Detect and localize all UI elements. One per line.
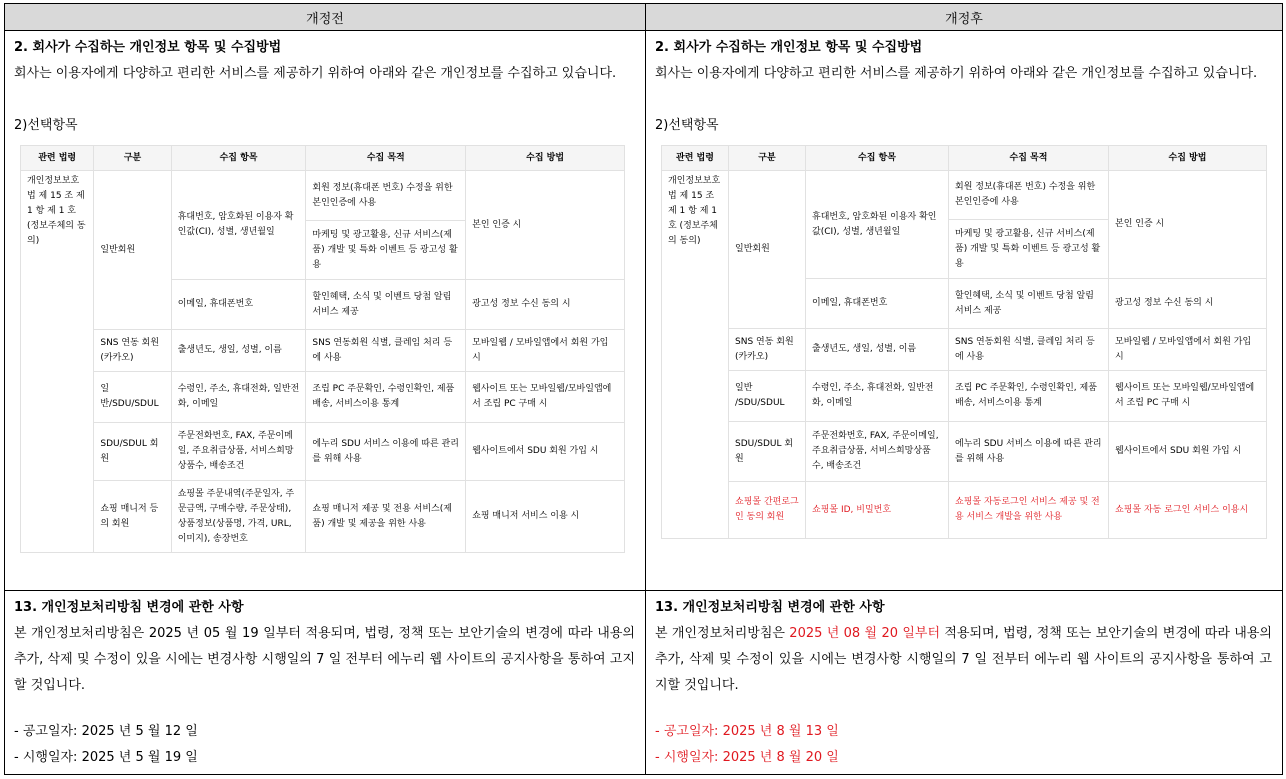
section13-text: 본 개인정보처리방침은 2025 년 05 월 19 일부터 적용되며, 법령, 정책 또는 보안기술의 변경에 따라 내용의 추가, 삭제 및 수정이 있을 시에는 변경사항 시행일의 7 일 전부터 에누리 웹 사이트의 공지사항을 통하여 고지할 것입니다. xyxy=(14,626,635,693)
r3-type: SNS 연동 회원 (카카오) xyxy=(729,329,806,371)
law-cell: 개인정보보호법 제 15 조 제 1 항 제 1 호 (정보주체의 동의) xyxy=(21,171,94,553)
r4-method: 웹사이트 또는 모바일웹/모바일앱에서 조립 PC 구매 시 xyxy=(1109,371,1267,422)
r4-method: 웹사이트 또는 모바일웹/모바일앱에서 조립 PC 구매 시 xyxy=(466,372,625,423)
r3-purpose: SNS 연동회원 식별, 클레임 처리 등에 사용 xyxy=(949,329,1109,371)
r3-purpose: SNS 연동회원 식별, 클레임 처리 등에 사용 xyxy=(306,330,466,372)
r5-method: 웹사이트에서 SDU 회원 가입 시 xyxy=(466,423,625,481)
r6-type: 쇼핑 매니저 등의 회원 xyxy=(94,481,171,553)
r6-purpose-changed: 쇼핑몰 자동로그인 서비스 제공 및 전용 서비스 개발을 위한 사용 xyxy=(949,482,1109,539)
after-column-header: 개정후 xyxy=(646,4,1283,31)
effective-date-before: 2025 년 05 월 19 일부터 xyxy=(148,626,301,641)
section2-title: 2. 회사가 수집하는 개인정보 항목 및 수집방법 xyxy=(655,40,923,55)
th-items: 수집 항목 xyxy=(806,146,949,171)
section13-text: 본 개인정보처리방침은 2025 년 08 월 20 일부터 적용되며, 법령, 정책 또는 보안기술의 변경에 따라 내용의 추가, 삭제 및 수정이 있을 시에는 변경사항 시행일의 7 일 전부터 에누리 웹 사이트의 공지사항을 통하여 고지할 것입니다. xyxy=(655,626,1272,693)
after-section13-cell xyxy=(646,591,1283,775)
r3-items: 출생년도, 생일, 성별, 이름 xyxy=(171,330,306,372)
th-items: 수집 항목 xyxy=(171,146,306,171)
r4-items: 수령인, 주소, 휴대전화, 일반전화, 이메일 xyxy=(171,372,306,423)
r6-purpose: 쇼핑 매니저 제공 및 전용 서비스(제품) 개발 및 제공을 위한 사용 xyxy=(306,481,466,553)
r1-purpose-b: 마케팅 및 광고활용, 신규 서비스(제품) 개발 및 특화 이벤트 등 광고성 활용 xyxy=(949,220,1109,279)
policy-comparison-table xyxy=(4,3,1283,775)
before-column-header: 개정전 xyxy=(5,4,646,31)
r3-type: SNS 연동 회원 (카카오) xyxy=(94,330,171,372)
section2-title: 2. 회사가 수집하는 개인정보 항목 및 수집방법 xyxy=(14,40,282,55)
r5-type: SDU/SDUL 회원 xyxy=(729,422,806,482)
r4-purpose: 조립 PC 주문확인, 수령인확인, 제품배송, 서비스이용 통계 xyxy=(949,371,1109,422)
r4-items: 수령인, 주소, 휴대전화, 일반전화, 이메일 xyxy=(806,371,949,422)
r1-purpose-b: 마케팅 및 광고활용, 신규 서비스(제품) 개발 및 특화 이벤트 등 광고성 활용 xyxy=(306,221,466,280)
optional-items-table xyxy=(20,145,625,553)
before-section2-cell xyxy=(5,31,646,591)
r1-method: 본인 인증 시 xyxy=(1109,171,1267,279)
r2-method: 광고성 정보 수신 동의 시 xyxy=(1109,279,1267,329)
effective-line-after: - 시행일자: 2025 년 8 월 20 일 xyxy=(655,750,839,765)
before-section13-cell xyxy=(5,591,646,775)
type-general: 일반회원 xyxy=(94,171,171,330)
section2-intro: 회사는 이용자에게 다양하고 편리한 서비스를 제공하기 위하여 아래와 같은 개인정보를 수집하고 있습니다. xyxy=(655,66,1258,81)
r1-purpose-a: 회원 정보(휴대폰 번호) 수정을 위한 본인인증에 사용 xyxy=(949,171,1109,220)
section2-intro: 회사는 이용자에게 다양하고 편리한 서비스를 제공하기 위하여 아래와 같은 개인정보를 수집하고 있습니다. xyxy=(14,66,617,81)
r1-items: 휴대번호, 암호화된 이용자 확인값(CI), 성별, 생년월일 xyxy=(806,171,949,279)
law-cell: 개인정보보호법 제 15 조 제 1 항 제 1 호 (정보주체의 동의) xyxy=(662,171,729,539)
r6-method: 쇼핑 매니저 서비스 이용 시 xyxy=(466,481,625,553)
th-law: 관련 법령 xyxy=(21,146,94,171)
section2-subheading: 2)선택항목 xyxy=(655,118,719,133)
optional-items-table xyxy=(661,145,1267,539)
r2-purpose: 할인혜택, 소식 및 이벤트 당첨 알림 서비스 제공 xyxy=(949,279,1109,329)
r1-method: 본인 인증 시 xyxy=(466,171,625,280)
r5-items: 주문전화번호, FAX, 주문이메일, 주요취급상품, 서비스희망상품수, 배송조건 xyxy=(171,423,306,481)
effective-line-before: - 시행일자: 2025 년 5 월 19 일 xyxy=(14,750,198,765)
r2-items: 이메일, 휴대폰번호 xyxy=(806,279,949,329)
r5-type: SDU/SDUL 회원 xyxy=(94,423,171,481)
after-section2-cell xyxy=(646,31,1283,591)
r5-purpose: 에누리 SDU 서비스 이용에 따른 관리를 위해 사용 xyxy=(949,422,1109,482)
r5-items: 주문전화번호, FAX, 주문이메일, 주요취급상품, 서비스희망상품수, 배송조건 xyxy=(806,422,949,482)
r5-purpose: 에누리 SDU 서비스 이용에 따른 관리를 위해 사용 xyxy=(306,423,466,481)
r6-items: 쇼핑몰 주문내역(주문일자, 주문금액, 구매수량, 주문상태), 상품정보(상품명, 가격, URL, 이미지), 송장번호 xyxy=(171,481,306,553)
notice-date-after: - 공고일자: 2025 년 8 월 13 일 xyxy=(655,724,839,739)
r3-items: 출생년도, 생일, 성별, 이름 xyxy=(806,329,949,371)
r4-purpose: 조립 PC 주문확인, 수령인확인, 제품배송, 서비스이용 통계 xyxy=(306,372,466,423)
effective-date-after: 2025 년 08 월 20 일부터 xyxy=(789,626,941,641)
notice-date-before: - 공고일자: 2025 년 5 월 12 일 xyxy=(14,724,198,739)
th-method: 수집 방법 xyxy=(1109,146,1267,171)
r4-type: 일반 /SDU/SDUL xyxy=(729,371,806,422)
r3-method: 모바일웹 / 모바일앱에서 회원 가입 시 xyxy=(1109,329,1267,371)
r2-items: 이메일, 휴대폰번호 xyxy=(171,280,306,330)
section13-title: 13. 개인정보처리방침 변경에 관한 사항 xyxy=(14,600,244,615)
section13-title: 13. 개인정보처리방침 변경에 관한 사항 xyxy=(655,600,885,615)
th-purpose: 수집 목적 xyxy=(949,146,1109,171)
th-purpose: 수집 목적 xyxy=(306,146,466,171)
r5-method: 웹사이트에서 SDU 회원 가입 시 xyxy=(1109,422,1267,482)
type-general: 일반회원 xyxy=(729,171,806,329)
section2-subheading: 2)선택항목 xyxy=(14,118,78,133)
r6-type-changed: 쇼핑몰 간편로그인 동의 회원 xyxy=(729,482,806,539)
r6-method-changed: 쇼핑몰 자동 로그인 서비스 이용시 xyxy=(1109,482,1267,539)
th-type: 구분 xyxy=(94,146,171,171)
r3-method: 모바일웹 / 모바일앱에서 회원 가입 시 xyxy=(466,330,625,372)
th-method: 수집 방법 xyxy=(466,146,625,171)
r1-purpose-a: 회원 정보(휴대폰 번호) 수정을 위한 본인인증에 사용 xyxy=(306,171,466,221)
r2-purpose: 할인혜택, 소식 및 이벤트 당첨 알림 서비스 제공 xyxy=(306,280,466,330)
th-law: 관련 법령 xyxy=(662,146,729,171)
r4-type: 일반/SDU/SDUL xyxy=(94,372,171,423)
r6-items-changed: 쇼핑몰 ID, 비밀번호 xyxy=(806,482,949,539)
r2-method: 광고성 정보 수신 동의 시 xyxy=(466,280,625,330)
r1-items: 휴대번호, 암호화된 이용자 확인값(CI), 성별, 생년월일 xyxy=(171,171,306,280)
th-type: 구분 xyxy=(729,146,806,171)
